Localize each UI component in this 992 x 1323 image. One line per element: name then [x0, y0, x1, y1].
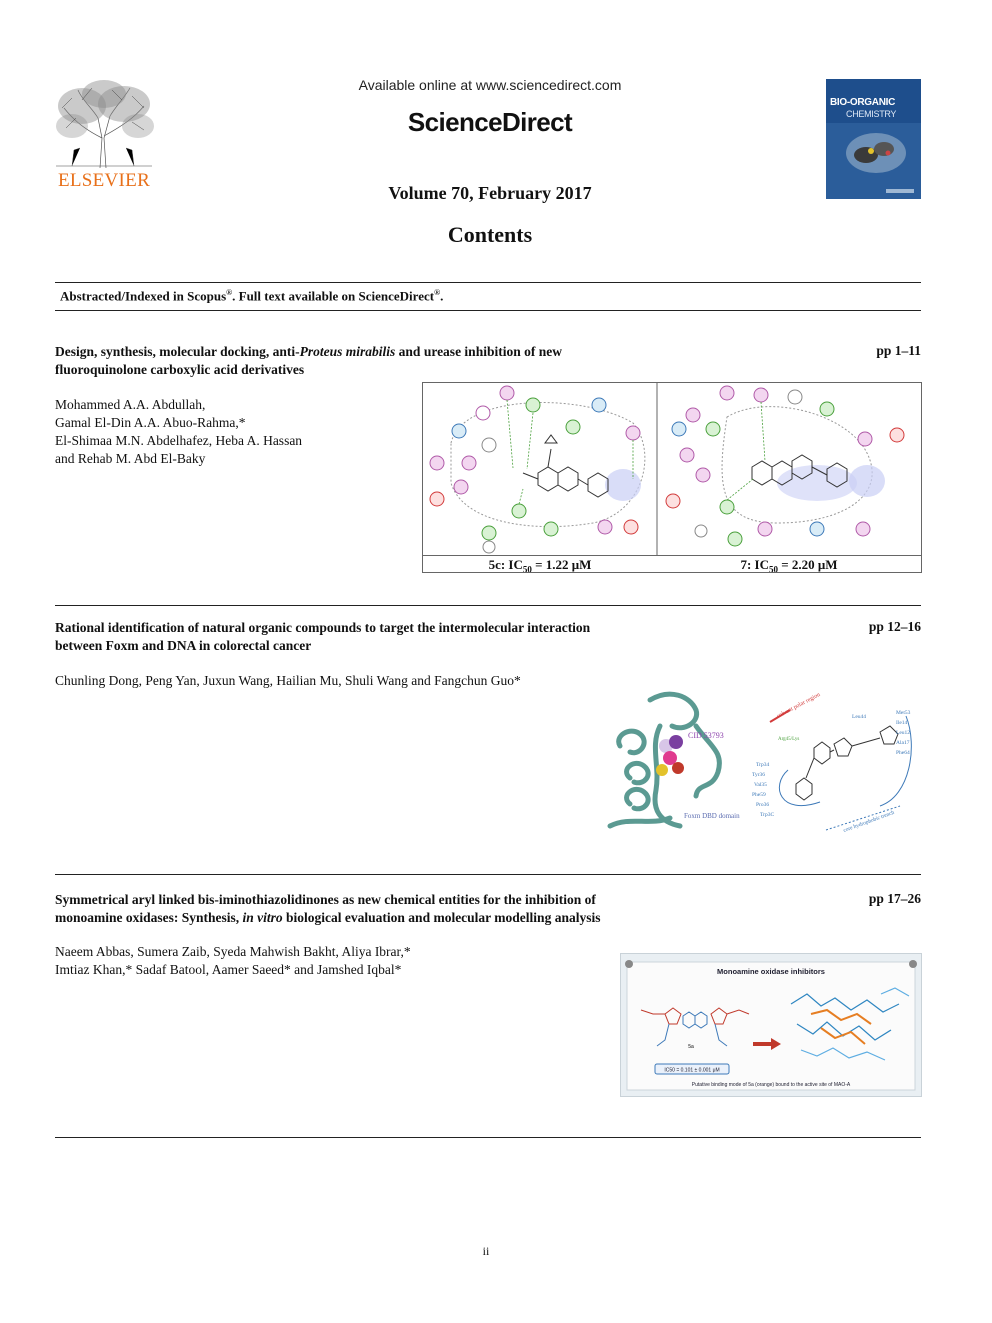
registered-mark-1: ®: [226, 288, 233, 297]
residue-label: Tyr36: [752, 772, 766, 778]
indexing-part3: .: [440, 288, 444, 304]
residue-label: Val35: [754, 782, 767, 788]
publisher-name: ELSEVIER: [57, 170, 151, 191]
elsevier-tree-icon: [52, 78, 156, 170]
article-2-authors: [55, 672, 655, 690]
interaction-map: [752, 692, 911, 834]
ga3-caption: Putative binding mode of 5a (orange) bound to the active site of MAO-A: [691, 1082, 851, 1088]
residue-label: Phe59: [752, 792, 766, 798]
author-line: Imtiaz Khan,* Sadaf Batool, Aamer Saeed* and Jamshed Iqbal*: [55, 962, 402, 977]
solvent-region-label: solvent polar region: [776, 691, 822, 720]
article-3-title-line2: monoamine oxidases: Synthesis, in vitro biological evaluation and molecular modelling analysis: [55, 910, 601, 925]
residue-label: Met53: [896, 710, 911, 716]
article-1-graphical-abstract: [422, 382, 922, 573]
right-ic50-label: 7: $IC_{50} = 2.20$ μM: [740, 557, 838, 573]
article-1-authors: [55, 396, 405, 468]
cover-title-line2: CHEMISTRY: [846, 109, 897, 119]
sciencedirect-brand: ScienceDirect: [407, 107, 573, 137]
article-3-title[interactable]: [55, 891, 755, 927]
residue-label: Trp3C: [760, 812, 775, 818]
residue-label: Ala17: [896, 740, 910, 746]
registered-mark-2: ®: [434, 288, 441, 297]
left-ic50-label: 5c: $IC_{50} = 1.22$ μM: [488, 557, 592, 573]
bottom-rule: [55, 1137, 921, 1138]
article-2-pages: pp 12–16: [868, 619, 921, 634]
author-line: Chunling Dong, Peng Yan, Juxun Wang, Hailian Mu, Shuli Wang and Fangchun Guo*: [55, 673, 521, 688]
article-separator-1: [55, 605, 921, 606]
right-docking-diagram: [666, 386, 904, 546]
volume-line: Volume 70, February 2017: [388, 183, 592, 203]
article-1-title-line1: Design, synthesis, molecular docking, anti-Proteus mirabilis and urease inhibition of new: [55, 344, 562, 359]
article-3-authors: [55, 943, 595, 979]
cover-title-line1: BIO-ORGANIC: [830, 97, 896, 108]
article-1-pages: pp 1–11: [876, 343, 921, 358]
article-3-pages: pp 17–26: [868, 891, 921, 906]
elsevier-logo: [52, 78, 156, 194]
contents-heading: Contents: [447, 222, 533, 247]
ga3-compound-label: 5a: [688, 1044, 694, 1050]
page-number: ii: [482, 1244, 490, 1258]
author-line: Naeem Abbas, Sumera Zaib, Syeda Mahwish Bakht, Aliya Ibrar,*: [55, 944, 411, 959]
article-1-title-line2: fluoroquinolone carboxylic acid derivatives: [55, 362, 305, 377]
ic50-label-row: [423, 555, 921, 573]
residue-label: Leu12: [896, 730, 911, 736]
article-1-title[interactable]: [55, 343, 675, 379]
indexing-part1: Abstracted/Indexed in Scopus: [60, 288, 227, 304]
article-3-title-line1: Symmetrical aryl linked bis-iminothiazolidinones as new chemical entities for the inhibition of: [55, 892, 596, 907]
article-2-title-line2: between Foxm and DNA in colorectal cancer: [55, 638, 312, 653]
residue-label: Leu44: [852, 714, 867, 720]
indexing-bottom-rule: [55, 310, 921, 311]
author-line: Mohammed A.A. Abdullah,: [55, 397, 206, 412]
docking-interaction-diagrams: [423, 383, 921, 555]
indexing-part2: . Full text available on ScienceDirect: [232, 288, 435, 304]
article-2-title-line1: Rational identification of natural organic compounds to target the intermolecular interaction: [55, 620, 591, 635]
domain-label: Foxm DBD domain: [684, 812, 740, 820]
author-line: and Rehab M. Abd El-Baky: [55, 451, 206, 466]
left-docking-diagram: [430, 386, 645, 553]
residue-label: Ile14: [896, 720, 908, 726]
journal-cover: [826, 79, 921, 199]
article-separator-2: [55, 874, 921, 875]
available-online-text: Available online at www.sciencedirect.com: [358, 77, 622, 93]
article-2-graphical-abstract: [600, 686, 920, 834]
cid-label: CID 53793: [688, 731, 724, 740]
author-line: El-Shimaa M.N. Abdelhafez, Heba A. Hassan: [55, 433, 303, 448]
residue-label: Pro36: [756, 802, 770, 808]
indexing-note: [60, 288, 920, 304]
mao-inhibitor-figure: [621, 954, 921, 1096]
article-2-title[interactable]: [55, 619, 715, 655]
arg-label: Arg45/Lys: [778, 737, 800, 742]
residue-label: Trp34: [756, 762, 770, 768]
residue-label: Phe64: [896, 750, 910, 756]
ga3-ic50: IC50 = 0.101 ± 0.001 μM: [664, 1067, 720, 1074]
article-3-graphical-abstract: [620, 953, 922, 1097]
hydrophobic-label: core hydrophobic trench: [842, 809, 896, 834]
author-line: Gamal El-Din A.A. Abuo-Rahma,*: [55, 415, 246, 430]
cover-molecule-image: [826, 123, 921, 199]
protein-structure-image: [600, 686, 920, 834]
top-rule: [55, 282, 921, 283]
ga3-heading: Monoamine oxidase inhibitors: [717, 967, 825, 976]
